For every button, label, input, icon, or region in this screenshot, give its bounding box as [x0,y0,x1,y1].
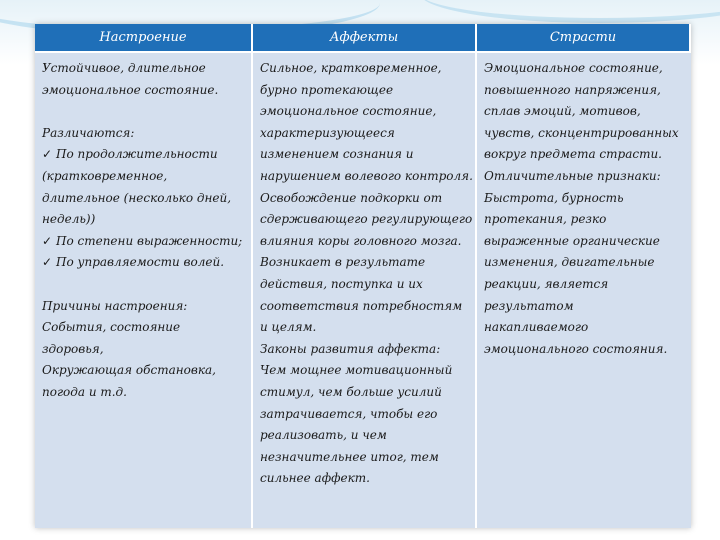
text-line-content: Быстрота, бурность [484,190,624,205]
text-line-content: влияния коры головного мозга. [260,233,462,248]
text-line [42,101,245,123]
text-line [42,252,245,274]
text-line [260,274,469,296]
text-line [42,209,245,231]
text-line [260,447,469,469]
text-line-content: Различаются: [42,125,135,140]
text-line [484,252,685,274]
text-line-content: (кратковременное, [42,168,168,183]
text-line [260,252,469,274]
text-line-content: изменением сознания и [260,147,414,162]
text-line [484,274,685,296]
text-line-content: характеризующееся [260,125,395,140]
text-line [42,382,245,404]
text-line [260,80,469,102]
text-line-content: Освобождение подкорки от [260,190,443,205]
decorative-swoosh [420,0,720,23]
text-line-content: результатом [484,298,574,313]
text-line-content: По степени выраженности; [56,233,243,248]
text-line [260,123,469,145]
text-line-content: незначительнее итог, тем [260,449,439,464]
comparison-table [35,24,691,528]
text-line [484,231,685,253]
cell-affects [253,53,477,528]
text-line-content: Отличительные признаки: [484,168,661,183]
text-line [260,188,469,210]
text-line [42,58,245,80]
cell-mood [35,53,253,528]
text-line-content: Устойчивое, длительное [42,61,206,75]
text-line-content: протекания, резко [484,212,607,227]
text-line-content: чувств, сконцентрированных [484,125,679,140]
text-line [484,101,685,123]
check-icon: ✓ [42,147,53,162]
text-line [42,123,245,145]
text-line-content: реакции, является [484,276,609,291]
text-line [42,80,245,102]
text-line [260,339,469,361]
text-line [260,360,469,382]
text-line-content: Законы развития аффекта: [260,341,441,356]
text-line [260,296,469,318]
text-line-content: изменения, двигательные [484,255,655,270]
text-line-content: действия, поступка и их [260,276,423,291]
text-line-content: погода и т.д. [42,384,127,399]
text-line-content: нарушением волевого контроля. [260,168,473,183]
text-line-content: Сильное, кратковременное, [260,61,442,75]
text-line-content: стимул, чем больше усилий [260,384,442,399]
text-line [42,360,245,382]
text-line [42,274,245,296]
text-line-content: сдерживающего регулирующего [260,212,473,227]
text-line-content: сплав эмоций, мотивов, [484,104,641,119]
text-line [260,317,469,339]
text-line-content: По управляемости волей. [56,255,225,270]
text-line [260,209,473,231]
text-line [484,296,685,318]
header-passions: Страсти [477,24,691,53]
cell-passions [477,53,691,528]
text-line-content: повышенного напряжения, [484,82,661,97]
text-line-content: эмоциональное состояние, [260,104,437,119]
text-line-content: соответствия потребностям [260,298,463,313]
text-line-content: реализовать, и чем [260,428,387,443]
header-mood: Настроение [35,24,253,53]
text-line-content: выраженные органические [484,233,660,248]
text-line-content: недель)) [42,212,96,227]
text-line [484,123,685,145]
text-line-content: Окружающая обстановка, [42,363,216,378]
text-line [42,144,245,166]
header-affects: Аффекты [253,24,477,53]
text-line [484,80,685,102]
text-line-content: здоровья, [42,341,104,356]
text-line-content: Чем мощнее мотивационный [260,363,453,378]
text-line-content: затрачивается, чтобы его [260,406,438,421]
text-line [42,296,245,318]
text-line [260,231,469,253]
text-line [42,166,245,188]
text-line-content: Причины настроения: [42,298,188,313]
check-icon: ✓ [42,233,53,248]
text-line [484,58,685,80]
text-line [260,404,469,426]
text-line [260,382,469,404]
text-line-content: бурно протекающее [260,82,394,97]
text-line-content: События, состояние [42,320,181,335]
text-line-content: вокруг предмета страсти. [484,147,662,162]
text-line [260,101,469,123]
text-line-content: и целям. [260,320,317,335]
text-line-content: сильнее аффект. [260,471,370,486]
text-line [260,144,469,166]
text-line [260,425,469,447]
text-line-content: эмоционального состояния. [484,341,668,356]
text-line [260,166,473,188]
text-line-content: накапливаемого [484,320,589,335]
text-line-content: Эмоциональное состояние, [484,61,663,75]
text-line-content: По продолжительности [56,147,218,162]
check-icon: ✓ [42,255,53,270]
text-line [42,339,245,361]
text-line-content: длительное (несколько дней, [42,190,232,205]
text-line [42,188,245,210]
text-line [260,58,469,80]
text-line [484,144,685,166]
text-line [484,209,685,231]
text-line [42,231,245,253]
text-line [484,166,685,188]
text-line-content: Возникает в результате [260,255,426,270]
text-line [484,317,685,339]
text-line [42,317,245,339]
text-line-content: эмоциональное состояние. [42,82,219,97]
text-line [484,188,685,210]
text-line [260,468,469,490]
text-line [484,339,685,361]
